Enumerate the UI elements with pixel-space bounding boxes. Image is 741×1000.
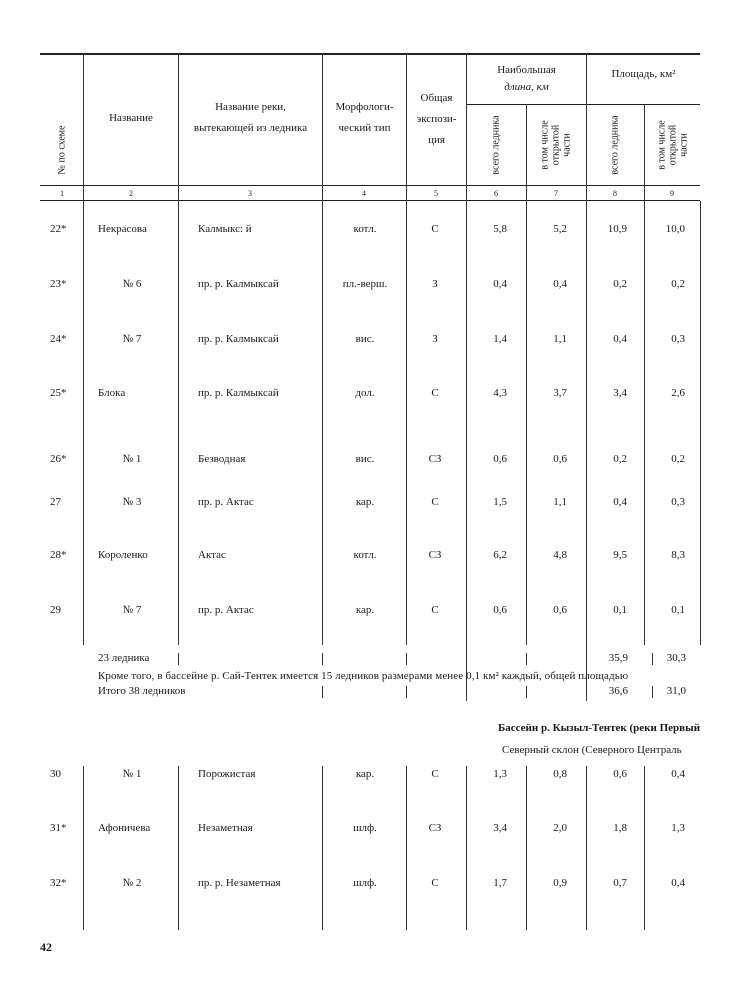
cell-exp: С [431, 604, 439, 616]
cell-name: № 2 [122, 877, 142, 889]
cell-len-open: 5,2 [553, 223, 567, 235]
cell-len-total: 0,6 [493, 453, 507, 465]
body-vline [178, 766, 179, 930]
summary-count-area-open: 30,3 [666, 652, 686, 664]
subheader-area-open-c: части [678, 133, 690, 157]
summary-tick [322, 653, 323, 665]
summary-tick [178, 653, 179, 665]
body-vline [586, 766, 587, 930]
cell-len-total: 4,3 [493, 387, 507, 399]
subheader-rule [467, 104, 700, 105]
cell-len-open: 0,6 [553, 604, 567, 616]
column-number: 2 [129, 189, 133, 198]
cell-river: Порожистая [198, 768, 256, 780]
body-vline [322, 766, 323, 930]
header-bottom-rule [40, 185, 700, 186]
cell-exp: СЗ [428, 549, 442, 561]
cell-area-open: 0,3 [671, 333, 685, 345]
header-exposure-line1: Общая [420, 92, 453, 104]
cell-len-total: 0,6 [493, 604, 507, 616]
cell-exp: С [431, 768, 439, 780]
cell-exp: З [432, 278, 438, 290]
summary-itogo-area-total: 36,6 [608, 685, 628, 697]
cell-name: № 7 [122, 333, 142, 345]
cell-type: пл.-верш. [342, 278, 388, 290]
cell-exp: С [431, 223, 439, 235]
cell-no: 22* [50, 223, 67, 235]
cell-area-open: 1,3 [671, 822, 685, 834]
header-river-line1: Название реки, [215, 101, 286, 113]
cell-len-open: 0,9 [553, 877, 567, 889]
summary-tick [322, 686, 323, 698]
cell-area-total: 0,2 [613, 453, 627, 465]
cell-river: Безводная [198, 453, 246, 465]
cell-name: № 3 [122, 496, 142, 508]
cell-exp: С [431, 496, 439, 508]
body-vline [644, 766, 645, 930]
cell-area-total: 9,5 [613, 549, 627, 561]
cell-area-open: 0,2 [671, 278, 685, 290]
column-number: 6 [494, 189, 498, 198]
cell-len-total: 1,3 [493, 768, 507, 780]
cell-no: 25* [50, 387, 67, 399]
subheader-area-total: всего ледника [609, 115, 621, 175]
cell-area-total: 0,4 [613, 333, 627, 345]
cell-exp: З [432, 333, 438, 345]
cell-area-open: 2,6 [671, 387, 685, 399]
cell-len-open: 1,1 [553, 333, 567, 345]
cell-area-total: 1,8 [613, 822, 627, 834]
body-vline [322, 201, 323, 645]
cell-type: кар. [355, 768, 375, 780]
cell-area-total: 10,9 [607, 223, 627, 235]
cell-len-total: 0,4 [493, 278, 507, 290]
cell-len-total: 1,5 [493, 496, 507, 508]
cell-no: 32* [50, 877, 67, 889]
body-vline [466, 201, 467, 701]
column-number: 8 [613, 189, 617, 198]
header-exposure-line3: ция [428, 134, 445, 146]
header-area: Площадь, км² [611, 68, 676, 80]
cell-type: шлф. [353, 877, 377, 889]
cell-river: пр. р. Калмыксай [198, 333, 279, 345]
cell-area-total: 0,6 [613, 768, 627, 780]
header-morph-line1: Морфологи- [335, 101, 394, 113]
subheader-length-open-b: открытой [550, 124, 562, 166]
cell-len-total: 1,4 [493, 333, 507, 345]
summary-tick [406, 686, 407, 698]
subheader-length-total: всего ледника [490, 115, 502, 175]
cell-len-total: 5,8 [493, 223, 507, 235]
cell-len-open: 3,7 [553, 387, 567, 399]
body-vline [526, 766, 527, 930]
cell-name: № 6 [122, 278, 142, 290]
cell-name: Блока [98, 387, 126, 399]
header-morph-line2: ческий тип [338, 122, 391, 134]
cell-len-open: 4,8 [553, 549, 567, 561]
body-vline [586, 201, 587, 701]
column-number: 5 [434, 189, 438, 198]
cell-area-total: 3,4 [613, 387, 627, 399]
cell-len-total: 6,2 [493, 549, 507, 561]
cell-len-total: 1,7 [493, 877, 507, 889]
header-number: № по схеме [56, 125, 68, 175]
body-vline [644, 201, 645, 645]
header-length-line1: Наибольшая [497, 64, 556, 76]
header-length-line2: длина, км [504, 81, 549, 93]
cell-exp: СЗ [428, 453, 442, 465]
subheader-area-open-a: в том числе [656, 120, 668, 170]
cell-area-open: 8,3 [671, 549, 685, 561]
cell-type: котл. [353, 223, 377, 235]
cell-name: Короленко [98, 549, 148, 561]
body-vline [526, 201, 527, 645]
column-number: 4 [362, 189, 366, 198]
cell-type: вис. [355, 453, 375, 465]
header-name: Название [109, 112, 153, 124]
cell-len-open: 0,8 [553, 768, 567, 780]
cell-name: № 7 [122, 604, 142, 616]
header-exposure-line2: экспози- [416, 113, 457, 125]
cell-area-open: 0,3 [671, 496, 685, 508]
column-number: 7 [554, 189, 558, 198]
cell-area-open: 0,4 [671, 768, 685, 780]
cell-type: кар. [355, 496, 375, 508]
section-title: Бассейн р. Кызыл-Тентек (реки Первый [498, 722, 701, 734]
section-subtitle: Северный склон (Северного Централь [502, 744, 682, 756]
cell-len-open: 0,4 [553, 278, 567, 290]
cell-name: Некрасова [98, 223, 147, 235]
cell-river: пр. р. Калмыксай [198, 387, 279, 399]
body-vline [406, 201, 407, 645]
body-vline [83, 766, 84, 930]
cell-len-open: 2,0 [553, 822, 567, 834]
cell-exp: С [431, 387, 439, 399]
cell-no: 23* [50, 278, 67, 290]
column-number: 3 [248, 189, 252, 198]
cell-name: № 1 [122, 768, 142, 780]
cell-exp: С [431, 877, 439, 889]
summary-count-area-total: 35,9 [608, 652, 628, 664]
header-vline [644, 104, 645, 201]
header-river-line2: вытекающей из ледника [193, 122, 308, 134]
cell-type: шлф. [353, 822, 377, 834]
cell-river: пр. р. Калмыксай [198, 278, 279, 290]
summary-tick [406, 653, 407, 665]
cell-len-open: 1,1 [553, 496, 567, 508]
cell-river: пр. р. Актас [198, 496, 254, 508]
summary-tick [526, 653, 527, 665]
cell-area-open: 10,0 [665, 223, 685, 235]
subheader-length-open-a: в том числе [539, 120, 551, 170]
body-vline [406, 766, 407, 930]
cell-type: котл. [353, 549, 377, 561]
cell-name: Афоничева [98, 822, 151, 834]
cell-area-total: 0,4 [613, 496, 627, 508]
cell-type: вис. [355, 333, 375, 345]
cell-area-open: 0,1 [671, 604, 685, 616]
page-number: 42 [40, 940, 52, 954]
summary-note: Кроме того, в бассейне р. Сай-Тентек имеется 15 ледников размерами менее 0,1 км² каждый, общей площадью [98, 670, 629, 682]
cell-no: 29 [50, 604, 61, 616]
table-top-rule [40, 53, 700, 55]
cell-exp: СЗ [428, 822, 442, 834]
cell-no: 28* [50, 549, 67, 561]
body-vline [83, 201, 84, 645]
cell-len-open: 0,6 [553, 453, 567, 465]
cell-river: Актас [198, 549, 226, 561]
body-vline [466, 766, 467, 930]
subheader-length-open-c: части [561, 133, 573, 157]
cell-no: 24* [50, 333, 67, 345]
summary-tick [526, 686, 527, 698]
cell-no: 30 [50, 768, 61, 780]
summary-itogo-area-open: 31,0 [666, 685, 686, 697]
column-numbers-rule [40, 200, 700, 201]
cell-area-total: 0,7 [613, 877, 627, 889]
cell-river: Незаметная [198, 822, 253, 834]
cell-name: № 1 [122, 453, 142, 465]
cell-river: пр. р. Незаметная [198, 877, 281, 889]
cell-river: Калмыкс: й [198, 223, 252, 235]
cell-river: пр. р. Актас [198, 604, 254, 616]
cell-type: дол. [355, 387, 375, 399]
header-vline [526, 104, 527, 201]
cell-area-open: 0,4 [671, 877, 685, 889]
column-number: 1 [60, 189, 64, 198]
cell-no: 26* [50, 453, 67, 465]
body-vline [178, 201, 179, 645]
cell-area-open: 0,2 [671, 453, 685, 465]
summary-itogo-label: Итого 38 ледников [98, 685, 186, 697]
summary-count-label: 23 ледника [98, 652, 150, 664]
cell-no: 31* [50, 822, 67, 834]
cell-area-total: 0,2 [613, 278, 627, 290]
column-number: 9 [670, 189, 674, 198]
cell-no: 27 [50, 496, 61, 508]
subheader-area-open-b: открытой [667, 124, 679, 166]
cell-len-total: 3,4 [493, 822, 507, 834]
cell-area-total: 0,1 [613, 604, 627, 616]
cell-type: кар. [355, 604, 375, 616]
body-vline [700, 201, 701, 645]
